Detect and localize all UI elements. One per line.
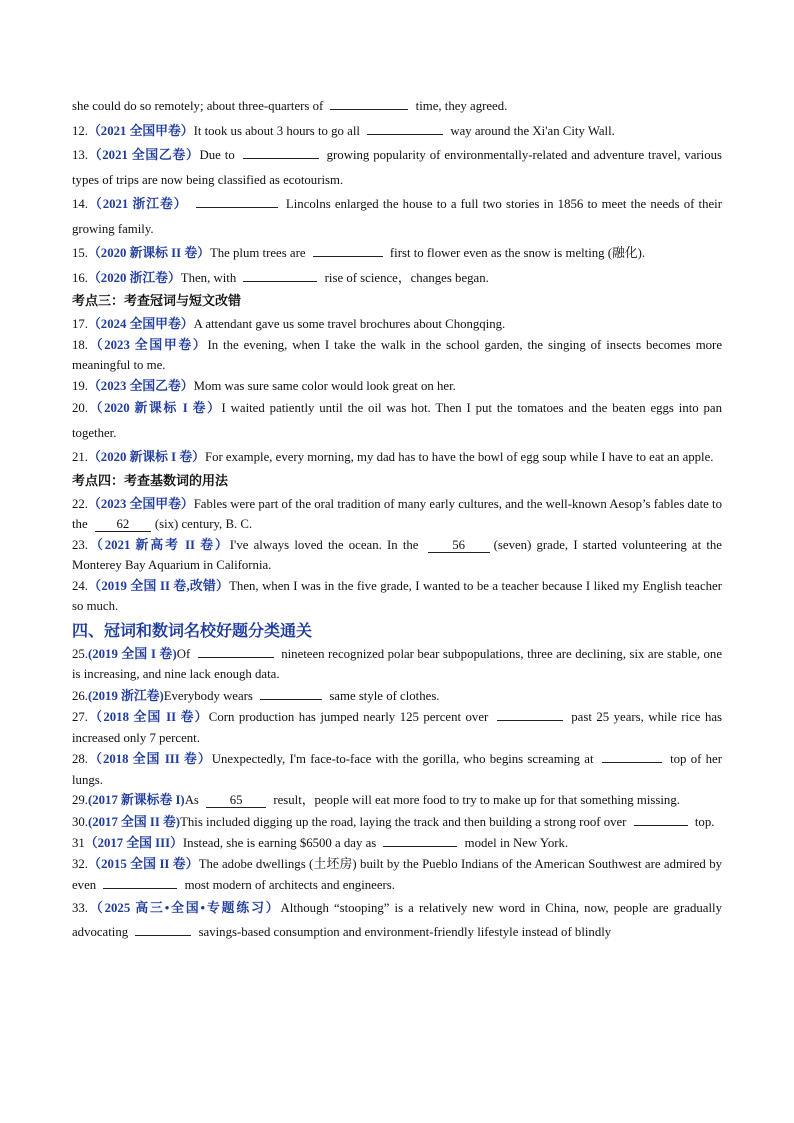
- question-text: Although “stooping” is a relatively new word in China, now, people are gradually advocating: [72, 900, 722, 939]
- question-text: Of: [176, 646, 191, 661]
- answer-blank[interactable]: [634, 811, 688, 826]
- answer-blank[interactable]: [135, 921, 191, 936]
- question-text: A attendant gave us some travel brochures about Chongqing.: [193, 317, 506, 331]
- question-21: [72, 445, 722, 470]
- answer-blank[interactable]: [243, 144, 319, 159]
- question-text: past 25 years, while rice has increased only 7 percent.: [72, 710, 723, 745]
- question-22: [72, 494, 722, 535]
- question-source: （2023 全国甲卷）: [88, 337, 208, 352]
- question-text: Instead, she is earning $6500 a day as: [182, 836, 377, 850]
- question-source: （2020 新课标 I 卷）: [88, 450, 205, 464]
- question-source: （2017 全国 III）: [84, 836, 183, 850]
- question-source: （2021 浙江卷）: [88, 197, 188, 211]
- question-number: 28.: [72, 752, 88, 766]
- question-text: The adobe dwellings (土坯房) built by the Pueblo Indians of the American Southwest are admired by even: [72, 856, 722, 892]
- question-number: 13.: [72, 148, 88, 162]
- question-source: (2017 新课标卷 I): [88, 793, 185, 807]
- question-source: （2023 全国乙卷）: [88, 378, 194, 393]
- question-12: [72, 119, 722, 144]
- question-text: Due to: [199, 148, 235, 162]
- question-text: Mom was sure same color would look great on her.: [193, 378, 456, 393]
- question-text: Then, with: [180, 270, 237, 285]
- section-title: 四、冠词和数词名校好题分类通关: [72, 620, 313, 640]
- question-text: Fables were part of the oral tradition of many early cultures, and the well-known Aesop’s fables date to the: [72, 496, 722, 531]
- question-number: 14.: [72, 197, 88, 211]
- question-text: I've always loved the ocean. In the: [229, 537, 419, 552]
- question-source: (2017 全国 II 卷): [88, 814, 181, 829]
- question-number: 21.: [72, 450, 88, 464]
- question-24: [72, 576, 722, 617]
- question-text: The plum trees are: [209, 246, 306, 260]
- answer-blank[interactable]: 56: [428, 538, 490, 553]
- question-source: （2025 高三•全国•专题练习）: [88, 900, 281, 915]
- question-number: 29.: [72, 793, 88, 807]
- answer-blank[interactable]: [196, 193, 278, 208]
- answer-blank[interactable]: [313, 242, 383, 257]
- question-number: 32.: [72, 856, 88, 871]
- question-15: [72, 241, 722, 266]
- question-32: [72, 854, 722, 896]
- question-text: way around the Xi'an City Wall.: [450, 123, 615, 138]
- question-text: rise of science，changes began.: [324, 270, 489, 285]
- question-number: 20.: [72, 401, 88, 415]
- question-text: Then, when I was in the five grade, I wanted to be a teacher because I liked my English teacher so much.: [72, 578, 722, 613]
- answer-blank[interactable]: [260, 685, 322, 700]
- question-number: 22.: [72, 496, 88, 511]
- question-30: [72, 811, 722, 833]
- question-18: [72, 335, 722, 376]
- question-text: Lincolns enlarged the house to a full two stories in 1856 to meet the needs of their growing family.: [72, 197, 722, 236]
- answer-blank[interactable]: [330, 95, 408, 110]
- question-text: result，people will eat more food to try to make up for that something missing.: [273, 793, 680, 807]
- question-text: model in New York.: [464, 836, 569, 850]
- question-17: [72, 314, 722, 335]
- question-source: (2019 浙江卷): [88, 688, 164, 703]
- question-source: （2019 全国 II 卷,改错）: [88, 578, 230, 593]
- question-text: most modern of architects and engineers.: [184, 878, 395, 892]
- question-text: As: [184, 793, 199, 807]
- question-26: [72, 685, 722, 707]
- answer-blank[interactable]: [367, 120, 443, 135]
- question-source: (2019 全国 I 卷): [88, 646, 177, 661]
- question-text: first to flower even as the snow is melting (融化).: [389, 246, 646, 260]
- question-14: [72, 192, 722, 241]
- question-source: （2018 全国 II 卷）: [88, 710, 209, 724]
- question-text: savings-based consumption and environment-friendly lifestyle instead of blindly: [198, 925, 612, 939]
- question-number: 17.: [72, 317, 88, 331]
- question-number: 25.: [72, 646, 88, 661]
- answer-blank[interactable]: [497, 706, 563, 721]
- question-text: top.: [694, 814, 715, 829]
- question-number: 15.: [72, 246, 88, 260]
- question-source: （2024 全国甲卷）: [88, 317, 194, 331]
- question-23: [72, 535, 722, 576]
- answer-blank[interactable]: 65: [206, 793, 266, 808]
- question-source: （2021 全国乙卷）: [88, 148, 200, 162]
- question-source: （2021 全国甲卷）: [88, 123, 194, 138]
- question-text: Everybody wears: [163, 688, 253, 703]
- question-source: （2020 浙江卷）: [88, 270, 181, 285]
- question-text: Unexpectedly, I'm face-to-face with the gorilla, who begins screaming at: [211, 752, 594, 766]
- question-33: [72, 896, 722, 945]
- question-25: [72, 643, 722, 685]
- question-number: 31: [72, 836, 85, 850]
- question-text: (six) century, B. C.: [154, 517, 253, 531]
- question-number: 12.: [72, 123, 88, 138]
- answer-blank[interactable]: [103, 874, 177, 889]
- answer-blank[interactable]: [243, 267, 317, 282]
- text: she could do so remotely; about three-quarters of: [72, 99, 324, 113]
- question-number: 24.: [72, 578, 88, 593]
- question-source: （2015 全国 II 卷）: [88, 856, 199, 871]
- document-page: [72, 94, 722, 945]
- question-source: （2018 全国 III 卷）: [88, 752, 212, 766]
- question-text: It took us about 3 hours to go all: [193, 123, 360, 138]
- question-20: [72, 396, 722, 445]
- question-number: 30.: [72, 814, 88, 829]
- question-source: （2020 新课标 I 卷）: [88, 401, 222, 415]
- question-text: Corn production has jumped nearly 125 percent over: [208, 710, 489, 724]
- answer-blank[interactable]: [602, 748, 662, 763]
- question-13: [72, 143, 722, 192]
- section-heading-4: 考点四：考查基数词的用法: [72, 473, 229, 489]
- question-number: 16.: [72, 270, 88, 285]
- text: time, they agreed.: [415, 99, 508, 113]
- question-31: [72, 832, 722, 854]
- question-16: [72, 266, 722, 291]
- line-0: [72, 94, 722, 119]
- question-28: [72, 748, 722, 790]
- question-text: (seven) grade, I started volunteering at the Monterey Bay Aquarium in California.: [72, 537, 722, 572]
- question-27: [72, 706, 722, 748]
- answer-blank[interactable]: [198, 643, 274, 658]
- question-number: 23.: [72, 537, 88, 552]
- question-text: growing popularity of environmentally-related and adventure travel, various types of trips are now being classified as ecotourism.: [72, 148, 723, 187]
- question-number: 27.: [72, 710, 88, 724]
- question-text: same style of clothes.: [329, 688, 440, 703]
- question-text: I waited patiently until the oil was hot. Then I put the tomatoes and the beaten eggs into pan together.: [72, 401, 723, 440]
- question-19: [72, 376, 722, 397]
- answer-blank[interactable]: [383, 832, 457, 847]
- question-text: nineteen recognized polar bear subpopulations, three are declining, six are stable, one is increasing, and nine lack enough data.: [72, 646, 722, 681]
- question-source: （2020 新课标 II 卷）: [88, 246, 210, 260]
- question-text: top of her lungs.: [72, 752, 722, 787]
- question-number: 33.: [72, 900, 88, 915]
- question-number: 18.: [72, 337, 88, 352]
- question-source: （2021 新高考 II 卷）: [88, 537, 230, 552]
- answer-blank[interactable]: 62: [95, 517, 151, 532]
- question-number: 19.: [72, 378, 88, 393]
- question-number: 26.: [72, 688, 88, 703]
- question-text: This included digging up the road, laying the track and then building a strong roof over: [180, 814, 627, 829]
- section-heading-3: 考点三：考查冠词与短文改错: [72, 294, 242, 309]
- question-text: In the evening, when I take the walk in the school garden, the singing of insects becomes more meaningful to me.: [72, 337, 723, 372]
- question-source: （2023 全国甲卷）: [88, 496, 194, 511]
- question-29: [72, 790, 722, 811]
- question-text: For example, every morning, my dad has to have the bowl of egg soup while I have to eat an apple.: [204, 450, 714, 464]
